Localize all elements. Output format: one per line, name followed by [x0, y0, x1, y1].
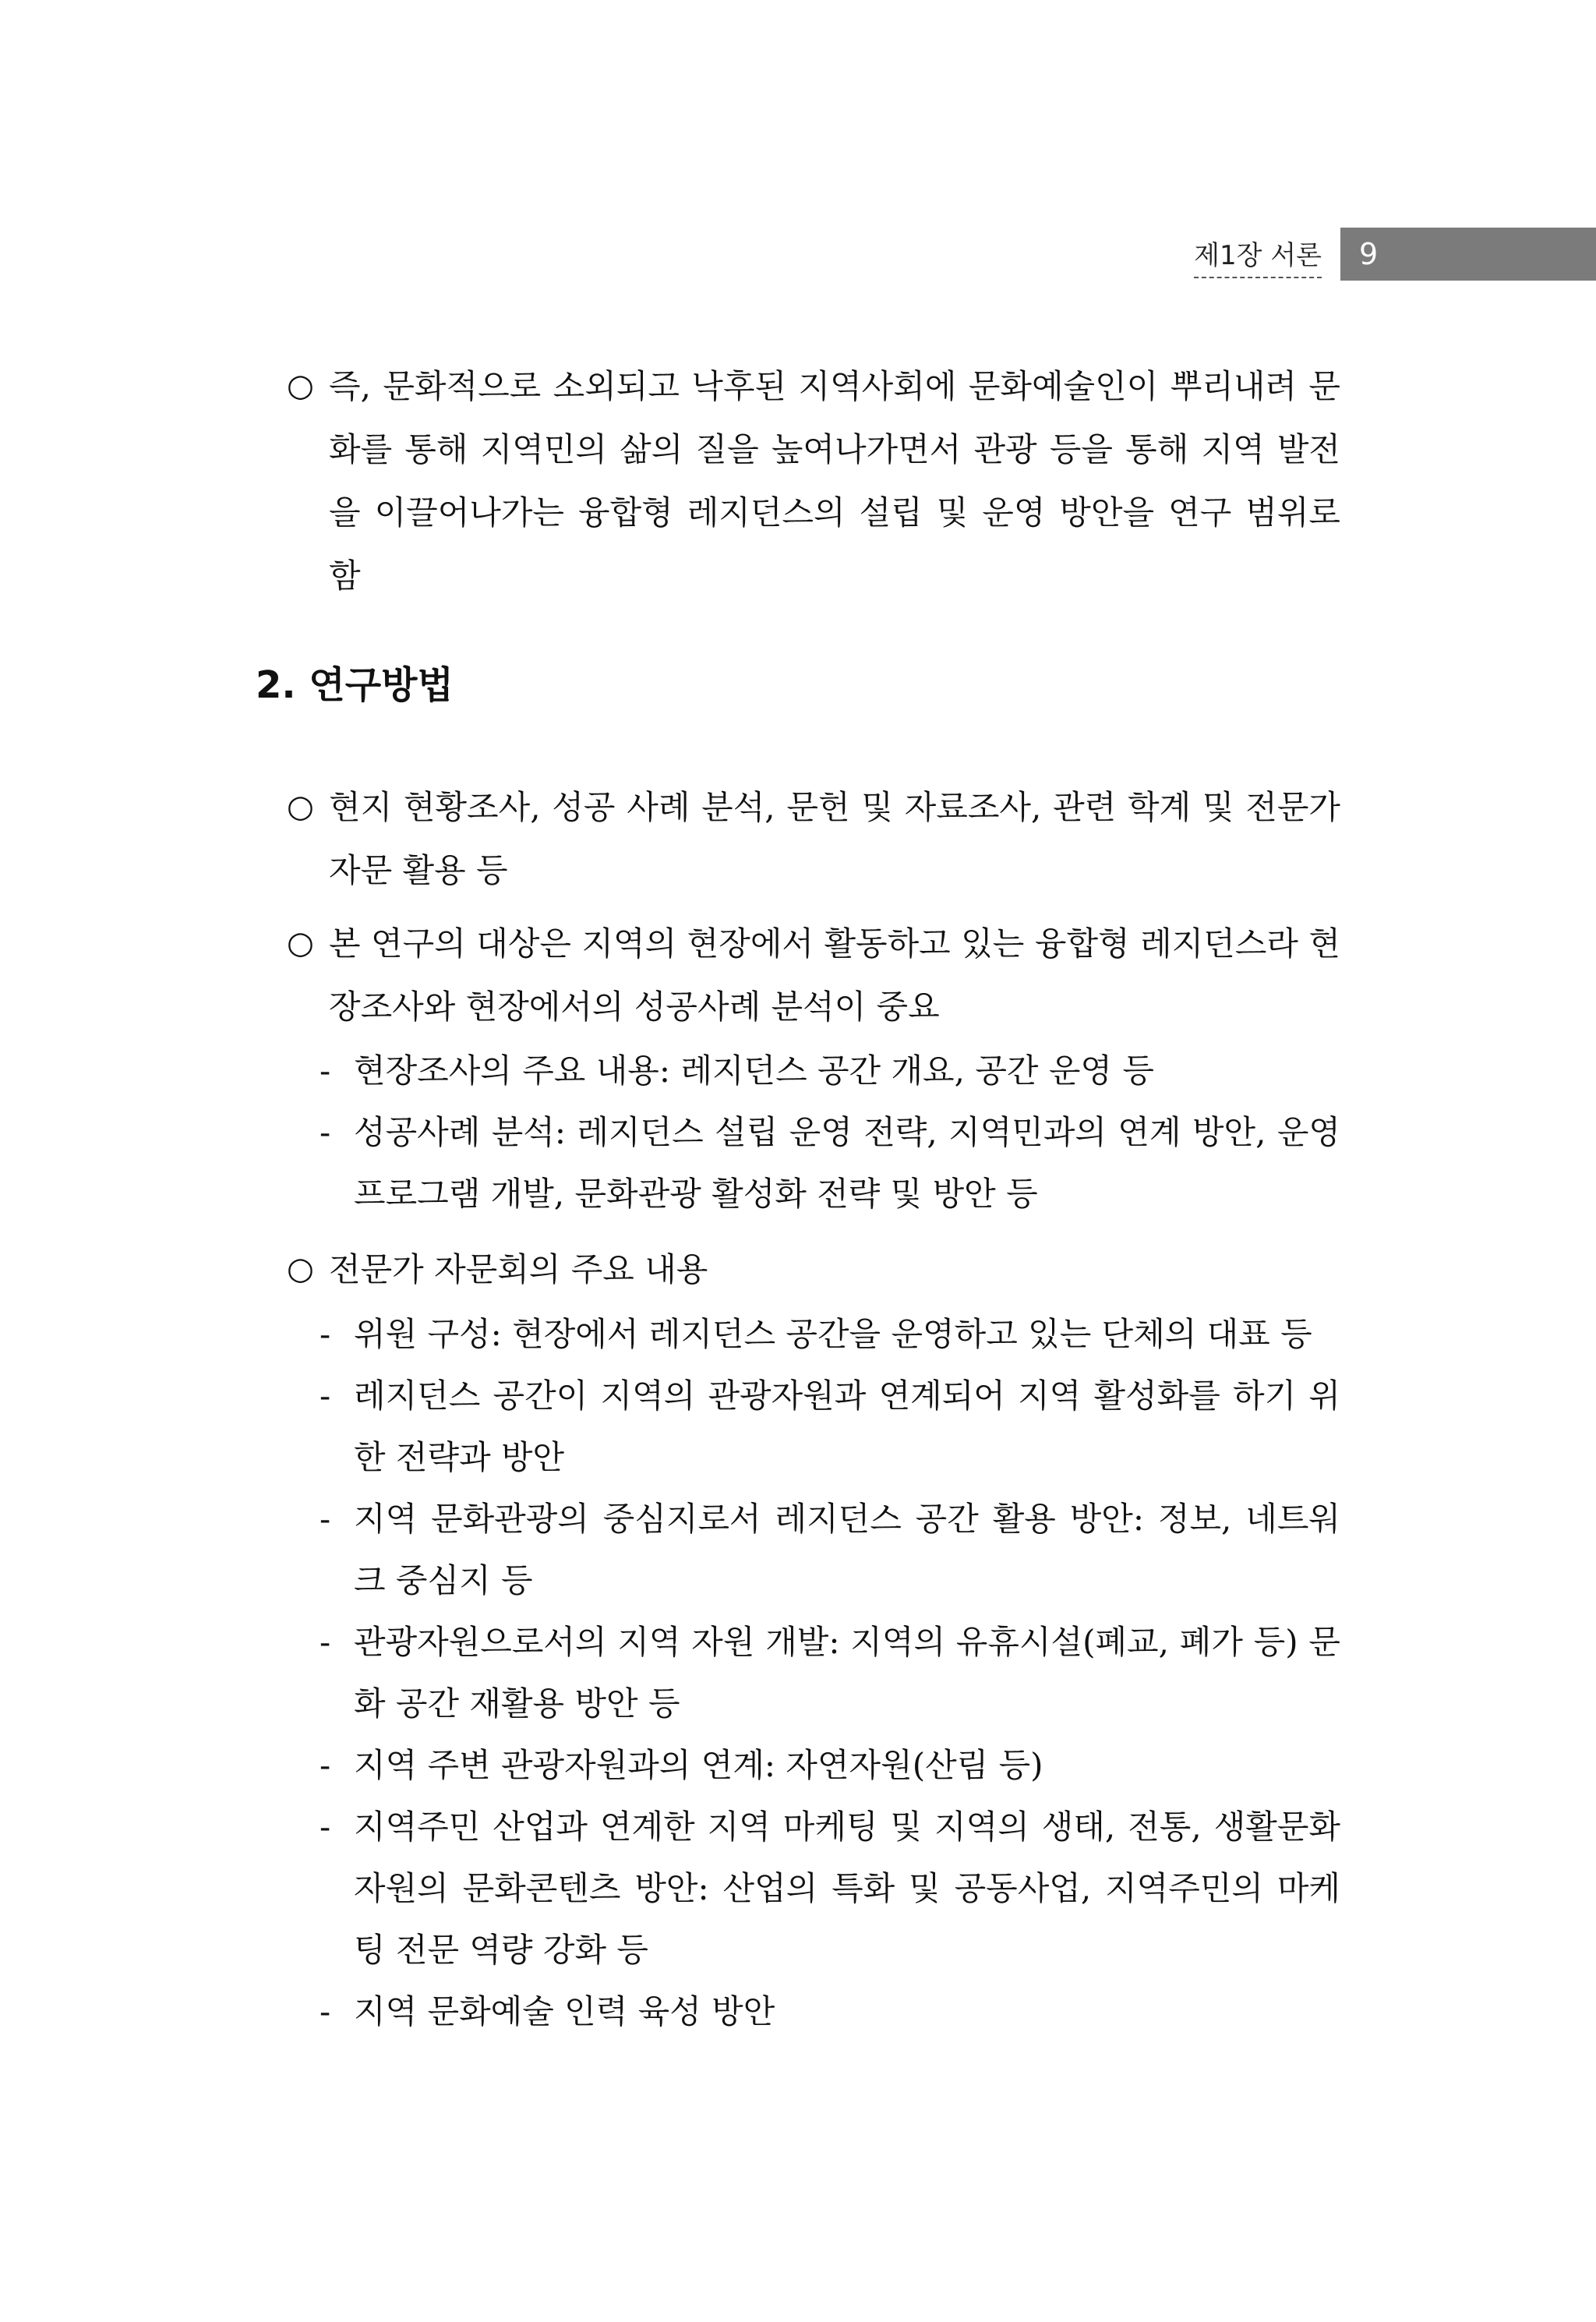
- intro-text: 즉, 문화적으로 소외되고 낙후된 지역사회에 문화예술인이 뿌리내려 문화를 통해 지역민의 삶의 질을 높여나가면서 관광 등을 통해 지역 발전을 이끌어나가는 융합형 레지던스의 설립 및 운영 방안을 연구 범위로 함: [329, 367, 1340, 595]
- sub-item-text: 성공사례 분석: 레지던스 설립 운영 전략, 지역민과의 연계 방안, 운영 프로그램 개발, 문화관광 활성화 전략 및 방안 등: [354, 1113, 1340, 1213]
- section-title: 2. 연구방법: [256, 663, 454, 707]
- sub-item: [320, 1488, 1340, 1611]
- dash-marker: -: [320, 1992, 331, 2030]
- sub-item-text: 관광자원으로서의 지역 자원 개발: 지역의 유휴시설(폐교, 폐가 등) 문화 공간 재활용 방안 등: [354, 1623, 1340, 1723]
- method-bullet-3: [287, 1238, 1340, 1301]
- running-header-chapter: 제1장 서론: [1194, 234, 1322, 278]
- bullet-circle-icon: ○: [287, 789, 314, 825]
- sub-item: [320, 1040, 1340, 1101]
- dash-marker: -: [320, 1746, 331, 1784]
- intro-bullet: [287, 355, 1340, 607]
- dash-marker: -: [320, 1315, 331, 1353]
- sub-item: [320, 1365, 1340, 1488]
- method-bullet-1: [287, 776, 1340, 902]
- dash-marker: -: [320, 1623, 331, 1661]
- sub-item: [320, 1981, 1340, 2042]
- dash-marker: -: [320, 1051, 331, 1090]
- dash-marker: -: [320, 1808, 331, 1846]
- sub-item: [320, 1303, 1340, 1365]
- sub-item: [320, 1734, 1340, 1796]
- dash-marker: -: [320, 1500, 331, 1538]
- dash-marker: -: [320, 1377, 331, 1415]
- page-number: 9: [1340, 228, 1596, 281]
- sub-item: [320, 1796, 1340, 1981]
- method-bullet-2-text: 본 연구의 대상은 지역의 현장에서 활동하고 있는 융합형 레지던스라 현장조사와 현장에서의 성공사례 분석이 중요: [329, 924, 1340, 1026]
- sub-item-text: 현장조사의 주요 내용: 레지던스 공간 개요, 공간 운영 등: [354, 1051, 1154, 1090]
- sub-item-text: 레지던스 공간이 지역의 관광자원과 연계되어 지역 활성화를 하기 위한 전략과 방안: [354, 1377, 1340, 1476]
- bullet-circle-icon: ○: [287, 368, 314, 404]
- sub-item-text: 지역 문화관광의 중심지로서 레지던스 공간 활용 방안: 정보, 네트워크 중심지 등: [354, 1500, 1340, 1599]
- method-bullet-1-text: 현지 현황조사, 성공 사례 분석, 문헌 및 자료조사, 관련 학계 및 전문가 자문 활용 등: [329, 788, 1340, 889]
- sub-item-text: 위원 구성: 현장에서 레지던스 공간을 운영하고 있는 단체의 대표 등: [354, 1315, 1312, 1353]
- dash-marker: -: [320, 1113, 331, 1151]
- bullet-circle-icon: ○: [287, 925, 314, 961]
- sub-item-text: 지역 문화예술 인력 육성 방안: [354, 1992, 775, 2030]
- method-bullet-2: [287, 912, 1340, 1038]
- method-bullet-3-text: 전문가 자문회의 주요 내용: [329, 1250, 708, 1288]
- sub-item: [320, 1101, 1340, 1225]
- sub-item: [320, 1611, 1340, 1734]
- bullet-circle-icon: ○: [287, 1251, 314, 1287]
- sub-item-text: 지역주민 산업과 연계한 지역 마케팅 및 지역의 생태, 전통, 생활문화 자원의 문화콘텐츠 방안: 산업의 특화 및 공동사업, 지역주민의 마케팅 전문 역량 강화 등: [354, 1808, 1340, 1969]
- sub-item-text: 지역 주변 관광자원과의 연계: 자연자원(산림 등): [354, 1746, 1043, 1784]
